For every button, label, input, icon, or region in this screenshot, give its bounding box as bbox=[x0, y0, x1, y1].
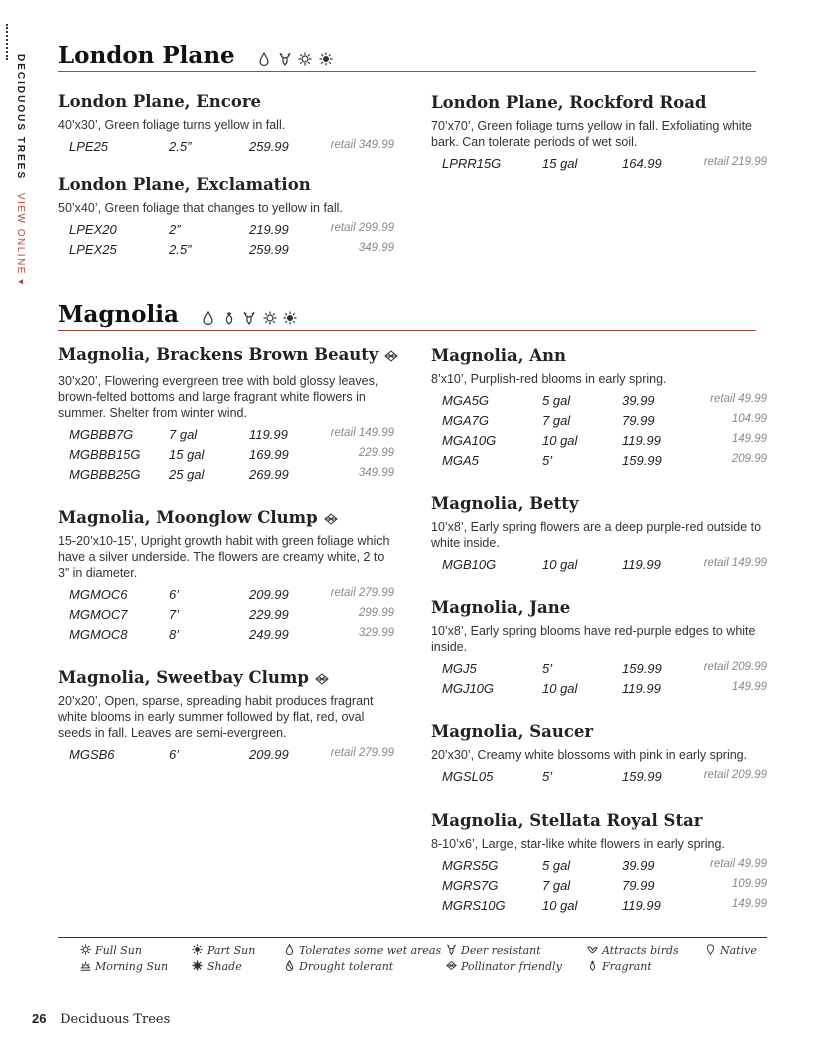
legend-fragrant bbox=[587, 960, 652, 973]
product-mg-brackens bbox=[58, 345, 394, 485]
sku-code: MGA10G bbox=[442, 433, 497, 448]
retail-price: retail 149.99 bbox=[703, 557, 767, 569]
price-value: 229.99 bbox=[249, 607, 289, 622]
legend-label: Native bbox=[720, 944, 757, 957]
sku-code: MGSB6 bbox=[69, 747, 115, 762]
sidebar-tab bbox=[6, 24, 30, 286]
sku-code: MGRS7G bbox=[442, 878, 499, 893]
product-description: 15-20’x10-15’, Upright growth habit with green foliage which have a silver underside. The flowers are creamy white, 2 to 3” in diameter. bbox=[58, 534, 390, 580]
sku-code: LPEX25 bbox=[69, 242, 117, 257]
sku-code: MGBBB15G bbox=[69, 447, 141, 462]
product-lp-exclamation bbox=[58, 175, 394, 260]
native-pin-icon bbox=[705, 944, 716, 955]
size-value: 7’ bbox=[169, 607, 180, 622]
retail-price: 329.99 bbox=[358, 627, 394, 639]
retail-price: 149.99 bbox=[731, 681, 767, 693]
price-row bbox=[431, 896, 767, 916]
price-value: 119.99 bbox=[622, 433, 661, 448]
legend-birds bbox=[587, 944, 679, 957]
price-table bbox=[431, 767, 767, 787]
price-table bbox=[58, 137, 394, 157]
retail-price: 104.99 bbox=[731, 413, 767, 425]
size-value: 10 gal bbox=[542, 433, 578, 448]
product-title: London Plane, Exclamation bbox=[58, 175, 311, 194]
size-value: 7 gal bbox=[542, 878, 571, 893]
section-magnolia bbox=[58, 301, 756, 331]
sun-icon bbox=[298, 52, 312, 66]
price-table bbox=[58, 745, 394, 765]
price-value: 159.99 bbox=[622, 661, 662, 676]
product-title: Magnolia, Ann bbox=[431, 346, 567, 365]
size-value: 7 gal bbox=[169, 427, 198, 442]
sku-code: MGRS10G bbox=[442, 898, 506, 913]
legend-morning-sun bbox=[80, 960, 168, 973]
deer-icon bbox=[242, 311, 256, 325]
size-value: 2.5” bbox=[169, 242, 192, 257]
sku-code: MGA5G bbox=[442, 393, 489, 408]
retail-price: 349.99 bbox=[358, 467, 394, 479]
price-row bbox=[58, 137, 394, 157]
retail-price: retail 279.99 bbox=[330, 747, 394, 759]
product-title-text: Magnolia, Moonglow Clump bbox=[58, 508, 318, 527]
product-description: 40’x30’, Green foliage turns yellow in fall. bbox=[58, 118, 286, 132]
product-lp-rockford bbox=[431, 93, 767, 174]
product-title-text: Magnolia, Brackens Brown Beauty bbox=[58, 345, 379, 364]
retail-price: 229.99 bbox=[358, 447, 394, 459]
footer-title: Deciduous Trees bbox=[60, 1012, 171, 1027]
page-number: 26 bbox=[32, 1011, 47, 1026]
sku-code: MGMOC8 bbox=[69, 627, 128, 642]
price-value: 209.99 bbox=[249, 747, 289, 762]
pollinator-icon bbox=[384, 350, 398, 362]
drought-drop-icon bbox=[284, 960, 295, 971]
price-value: 79.99 bbox=[622, 878, 655, 893]
price-value: 259.99 bbox=[249, 139, 289, 154]
price-table bbox=[431, 154, 767, 174]
sku-code: MGSL05 bbox=[442, 769, 494, 784]
retail-price: 109.99 bbox=[731, 878, 767, 890]
icon-legend bbox=[58, 937, 767, 984]
sku-code: MGJ5 bbox=[442, 661, 477, 676]
water-drop-icon bbox=[257, 52, 271, 66]
product-title: Magnolia, Stellata Royal Star bbox=[431, 811, 703, 830]
size-value: 2.5” bbox=[169, 139, 192, 154]
retail-price: retail 349.99 bbox=[330, 139, 394, 151]
product-mg-ann bbox=[431, 346, 767, 471]
price-value: 259.99 bbox=[249, 242, 289, 257]
product-mg-jane bbox=[431, 598, 767, 699]
price-table bbox=[58, 220, 394, 260]
shade-icon bbox=[192, 960, 203, 971]
legend-shade bbox=[192, 960, 242, 973]
product-mg-moonglow bbox=[58, 508, 394, 645]
sku-code: LPRR15G bbox=[442, 156, 502, 171]
sidebar-text bbox=[15, 54, 26, 286]
pollinator-icon bbox=[324, 513, 338, 525]
price-value: 39.99 bbox=[622, 393, 655, 408]
page-footer bbox=[32, 1011, 170, 1027]
product-title: Magnolia, Jane bbox=[431, 598, 571, 617]
price-row bbox=[431, 411, 767, 431]
retail-price: retail 149.99 bbox=[330, 427, 394, 439]
product-description: 70’x70’, Green foliage turns yellow in fall. Exfoliating white bark. Can tolerate periods of wet soil. bbox=[431, 119, 753, 149]
price-table bbox=[58, 585, 394, 645]
retail-price: 349.99 bbox=[358, 242, 394, 254]
price-value: 219.99 bbox=[249, 222, 289, 237]
retail-price: retail 49.99 bbox=[710, 858, 767, 870]
price-row bbox=[58, 745, 394, 765]
price-value: 119.99 bbox=[622, 557, 661, 572]
price-row bbox=[58, 605, 394, 625]
deer-icon bbox=[446, 944, 457, 955]
product-description: 30’x20’, Flowering evergreen tree with bold glossy leaves, brown-felted bottoms and large fragrant white flowers in summer. Shelter from winter wind. bbox=[58, 374, 379, 420]
price-value: 119.99 bbox=[622, 898, 661, 913]
price-table bbox=[431, 555, 767, 575]
sku-code: MGMOC7 bbox=[69, 607, 128, 622]
legend-label: Fragrant bbox=[602, 960, 652, 973]
product-mg-saucer bbox=[431, 722, 767, 787]
deer-icon bbox=[278, 52, 292, 66]
legend-label: Pollinator friendly bbox=[461, 960, 562, 973]
section-london-plane bbox=[58, 42, 756, 72]
price-row bbox=[431, 679, 767, 699]
price-value: 79.99 bbox=[622, 413, 655, 428]
product-title bbox=[58, 345, 394, 364]
legend-label: Shade bbox=[207, 960, 242, 973]
size-value: 15 gal bbox=[169, 447, 205, 462]
part-sun-icon bbox=[319, 52, 333, 66]
price-row bbox=[58, 585, 394, 605]
retail-price: 209.99 bbox=[731, 453, 767, 465]
retail-price: 149.99 bbox=[731, 898, 767, 910]
sku-code: LPE25 bbox=[69, 139, 109, 154]
part-sun-icon bbox=[283, 311, 297, 325]
price-row bbox=[58, 465, 394, 485]
sku-code: MGA7G bbox=[442, 413, 489, 428]
price-value: 164.99 bbox=[622, 156, 662, 171]
sku-code: MGJ10G bbox=[442, 681, 495, 696]
section-title: London Plane bbox=[58, 42, 235, 69]
product-title bbox=[58, 668, 394, 687]
product-mg-betty bbox=[431, 494, 767, 575]
size-value: 6’ bbox=[169, 747, 180, 762]
product-title: London Plane, Rockford Road bbox=[431, 93, 707, 112]
legend-label: Deer resistant bbox=[461, 944, 541, 957]
price-value: 159.99 bbox=[622, 769, 662, 784]
price-row bbox=[58, 625, 394, 645]
sku-code: MGRS5G bbox=[442, 858, 499, 873]
price-value: 269.99 bbox=[249, 467, 289, 482]
size-value: 25 gal bbox=[169, 467, 205, 482]
price-row bbox=[58, 445, 394, 465]
price-row bbox=[58, 240, 394, 260]
sun-icon bbox=[80, 944, 91, 955]
product-title bbox=[58, 508, 394, 527]
product-mg-sweetbay bbox=[58, 668, 394, 765]
sunrise-icon bbox=[80, 960, 91, 971]
size-value: 5’ bbox=[542, 453, 553, 468]
price-value: 119.99 bbox=[622, 681, 661, 696]
retail-price: 149.99 bbox=[731, 433, 767, 445]
retail-price: retail 279.99 bbox=[330, 587, 394, 599]
retail-price: 299.99 bbox=[358, 607, 394, 619]
price-value: 159.99 bbox=[622, 453, 662, 468]
product-description: 8-10’x6’, Large, star-like white flowers in early spring. bbox=[431, 837, 725, 851]
legend-native bbox=[705, 944, 757, 957]
sku-code: MGB10G bbox=[442, 557, 497, 572]
price-table bbox=[431, 391, 767, 471]
view-online-link[interactable]: VIEW ONLINE ▾ bbox=[15, 192, 26, 286]
price-table bbox=[58, 425, 394, 485]
legend-pollinator bbox=[446, 960, 562, 973]
price-row bbox=[431, 659, 767, 679]
section-icons bbox=[257, 50, 334, 68]
price-row bbox=[431, 876, 767, 896]
price-row bbox=[431, 555, 767, 575]
price-value: 169.99 bbox=[249, 447, 289, 462]
price-row bbox=[431, 154, 767, 174]
sku-code: MGBBB25G bbox=[69, 467, 141, 482]
product-description: 50’x40’, Green foliage that changes to yellow in fall. bbox=[58, 201, 343, 215]
part-sun-icon bbox=[192, 944, 203, 955]
fragrant-icon bbox=[222, 311, 236, 325]
retail-price: retail 49.99 bbox=[710, 393, 767, 405]
retail-price: retail 219.99 bbox=[703, 156, 767, 168]
size-value: 5’ bbox=[542, 661, 553, 676]
legend-label: Full Sun bbox=[95, 944, 142, 957]
sku-code: MGA5 bbox=[442, 453, 479, 468]
size-value: 6’ bbox=[169, 587, 180, 602]
price-row bbox=[431, 767, 767, 787]
product-mg-stellata bbox=[431, 811, 767, 916]
size-value: 7 gal bbox=[542, 413, 571, 428]
legend-wet-areas bbox=[284, 944, 441, 957]
sidebar-dots bbox=[6, 24, 12, 60]
product-description: 20’x30’, Creamy white blossoms with pink in early spring. bbox=[431, 748, 748, 762]
sku-code: LPEX20 bbox=[69, 222, 117, 237]
price-value: 39.99 bbox=[622, 858, 655, 873]
legend-label: Drought tolerant bbox=[299, 960, 394, 973]
legend-label: Attracts birds bbox=[602, 944, 679, 957]
size-value: 10 gal bbox=[542, 898, 578, 913]
price-row bbox=[431, 856, 767, 876]
product-title: London Plane, Encore bbox=[58, 92, 262, 111]
price-table bbox=[431, 856, 767, 916]
sku-code: MGBBB7G bbox=[69, 427, 134, 442]
bird-icon bbox=[587, 944, 598, 955]
price-row bbox=[431, 451, 767, 471]
size-value: 5 gal bbox=[542, 858, 571, 873]
product-description: 10’x8’, Early spring flowers are a deep purple-red outside to white inside. bbox=[431, 520, 762, 550]
legend-full-sun bbox=[80, 944, 142, 957]
legend-drought bbox=[284, 960, 393, 973]
product-lp-encore bbox=[58, 92, 394, 157]
price-row bbox=[58, 425, 394, 445]
product-description: 8’x10’, Purplish-red blooms in early spring. bbox=[431, 372, 667, 386]
product-description: 20’x20’, Open, sparse, spreading habit produces fragrant white blooms in early summer followed by flat, red, oval seeds in fall. Leaves are semi-evergreen. bbox=[58, 694, 374, 740]
sun-icon bbox=[263, 311, 277, 325]
price-row bbox=[58, 220, 394, 240]
sidebar-section-label: DECIDUOUS TREES bbox=[15, 54, 26, 181]
size-value: 5’ bbox=[542, 769, 553, 784]
price-value: 249.99 bbox=[249, 627, 289, 642]
price-table bbox=[431, 659, 767, 699]
size-value: 10 gal bbox=[542, 681, 578, 696]
price-row bbox=[431, 431, 767, 451]
retail-price: retail 209.99 bbox=[703, 769, 767, 781]
water-drop-icon bbox=[284, 944, 295, 955]
water-drop-icon bbox=[201, 311, 215, 325]
size-value: 15 gal bbox=[542, 156, 578, 171]
pollinator-icon bbox=[446, 960, 457, 971]
section-icons bbox=[201, 309, 299, 327]
size-value: 8’ bbox=[169, 627, 180, 642]
product-title-text: Magnolia, Sweetbay Clump bbox=[58, 668, 309, 687]
retail-price: retail 299.99 bbox=[330, 222, 394, 234]
size-value: 2” bbox=[169, 222, 181, 237]
section-title: Magnolia bbox=[58, 301, 179, 328]
sku-code: MGMOC6 bbox=[69, 587, 128, 602]
retail-price: retail 209.99 bbox=[703, 661, 767, 673]
pollinator-icon bbox=[315, 673, 329, 685]
legend-label: Part Sun bbox=[207, 944, 256, 957]
fragrant-icon bbox=[587, 960, 598, 971]
size-value: 10 gal bbox=[542, 557, 578, 572]
legend-part-sun bbox=[192, 944, 255, 957]
price-value: 119.99 bbox=[249, 427, 288, 442]
product-title: Magnolia, Betty bbox=[431, 494, 579, 513]
product-description: 10’x8’, Early spring blooms have red-purple edges to white inside. bbox=[431, 624, 756, 654]
legend-label: Morning Sun bbox=[95, 960, 169, 973]
product-title: Magnolia, Saucer bbox=[431, 722, 594, 741]
size-value: 5 gal bbox=[542, 393, 571, 408]
price-row bbox=[431, 391, 767, 411]
legend-deer bbox=[446, 944, 541, 957]
price-value: 209.99 bbox=[249, 587, 289, 602]
legend-label: Tolerates some wet areas bbox=[299, 944, 442, 957]
